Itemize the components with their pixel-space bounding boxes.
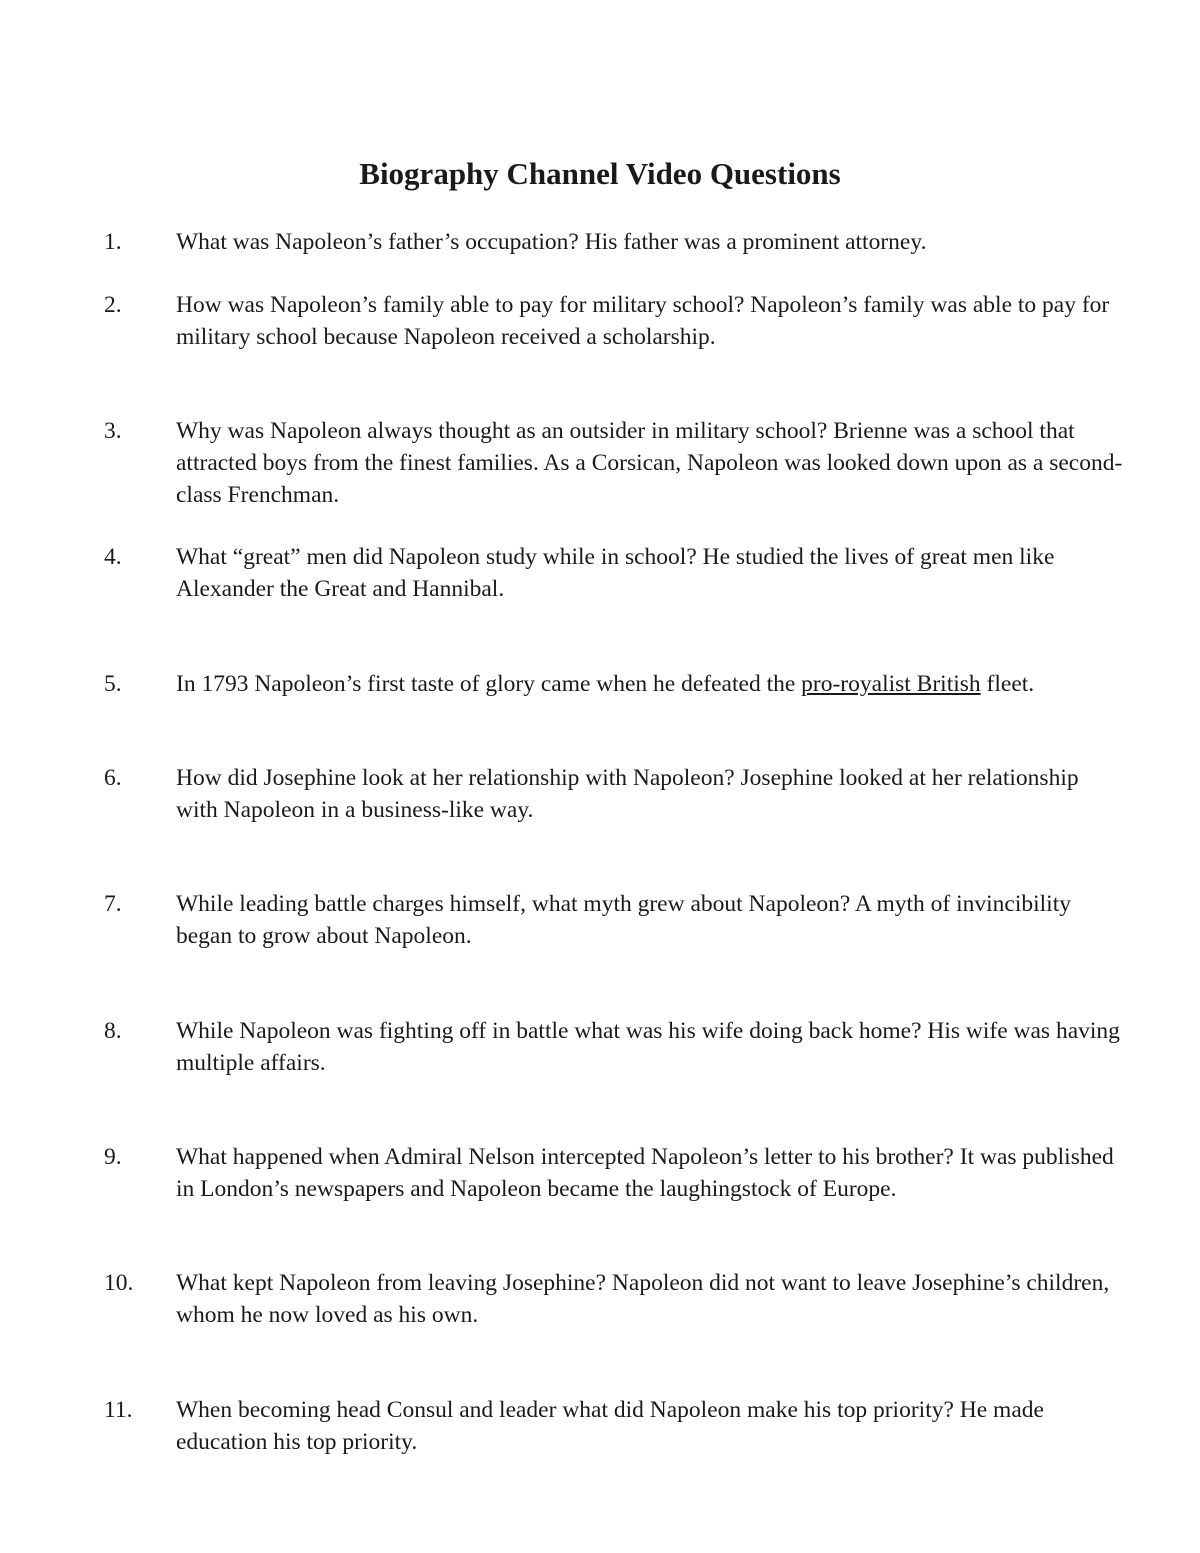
question-text: When becoming head Consul and leader what did Napoleon make his top priority? He made education his top priority. bbox=[176, 1397, 1044, 1455]
question-text: How did Josephine look at her relationship with Napoleon? Josephine looked at her relationship with Napoleon in a business-like way. bbox=[176, 765, 1079, 823]
question-text: While Napoleon was fighting off in battle what was his wife doing back home? His wife was having multiple affairs. bbox=[176, 1018, 1120, 1076]
question-text: How was Napoleon’s family able to pay for military school? Napoleon’s family was able to pay for military school because Napoleon received a scholarship. bbox=[176, 292, 1110, 350]
question-number: 7. bbox=[104, 891, 122, 917]
question-text: What kept Napoleon from leaving Josephine? Napoleon did not want to leave Josephine’s children, whom he now loved as his own. bbox=[176, 1270, 1110, 1328]
page-title: Biography Channel Video Questions bbox=[359, 156, 841, 191]
question-text: What happened when Admiral Nelson intercepted Napoleon’s letter to his brother? It was published in London’s newspapers and Napoleon became the laughingstock of Europe. bbox=[176, 1144, 1114, 1202]
question-text bbox=[176, 668, 1126, 700]
question-text: What “great” men did Napoleon study while in school? He studied the lives of great men like Alexander the Great and Hannibal. bbox=[176, 544, 1055, 602]
answer-underlined: pro-royalist British bbox=[801, 671, 981, 697]
question-number: 1. bbox=[104, 229, 122, 255]
question-text: Why was Napoleon always thought as an outsider in military school? Brienne was a school that attracted boys from the finest families. As a Corsican, Napoleon was looked down upon as a second-class Frenchman. bbox=[176, 418, 1123, 508]
question-text: While leading battle charges himself, what myth grew about Napoleon? A myth of invincibility began to grow about Napoleon. bbox=[176, 891, 1071, 949]
question-number: 3. bbox=[104, 418, 122, 444]
question-number: 4. bbox=[104, 544, 122, 570]
question-number: 8. bbox=[104, 1018, 122, 1044]
question-number: 9. bbox=[104, 1144, 122, 1170]
question-number: 10. bbox=[104, 1270, 134, 1296]
question-number: 11. bbox=[104, 1397, 133, 1423]
question-text: What was Napoleon’s father’s occupation? His father was a prominent attorney. bbox=[176, 229, 927, 255]
question-text-after: fleet. bbox=[980, 671, 1035, 697]
question-number: 2. bbox=[104, 292, 122, 318]
question-number: 5. bbox=[104, 671, 122, 697]
question-text-before: In 1793 Napoleon’s first taste of glory came when he defeated the bbox=[176, 671, 802, 697]
question-number: 6. bbox=[104, 765, 122, 791]
